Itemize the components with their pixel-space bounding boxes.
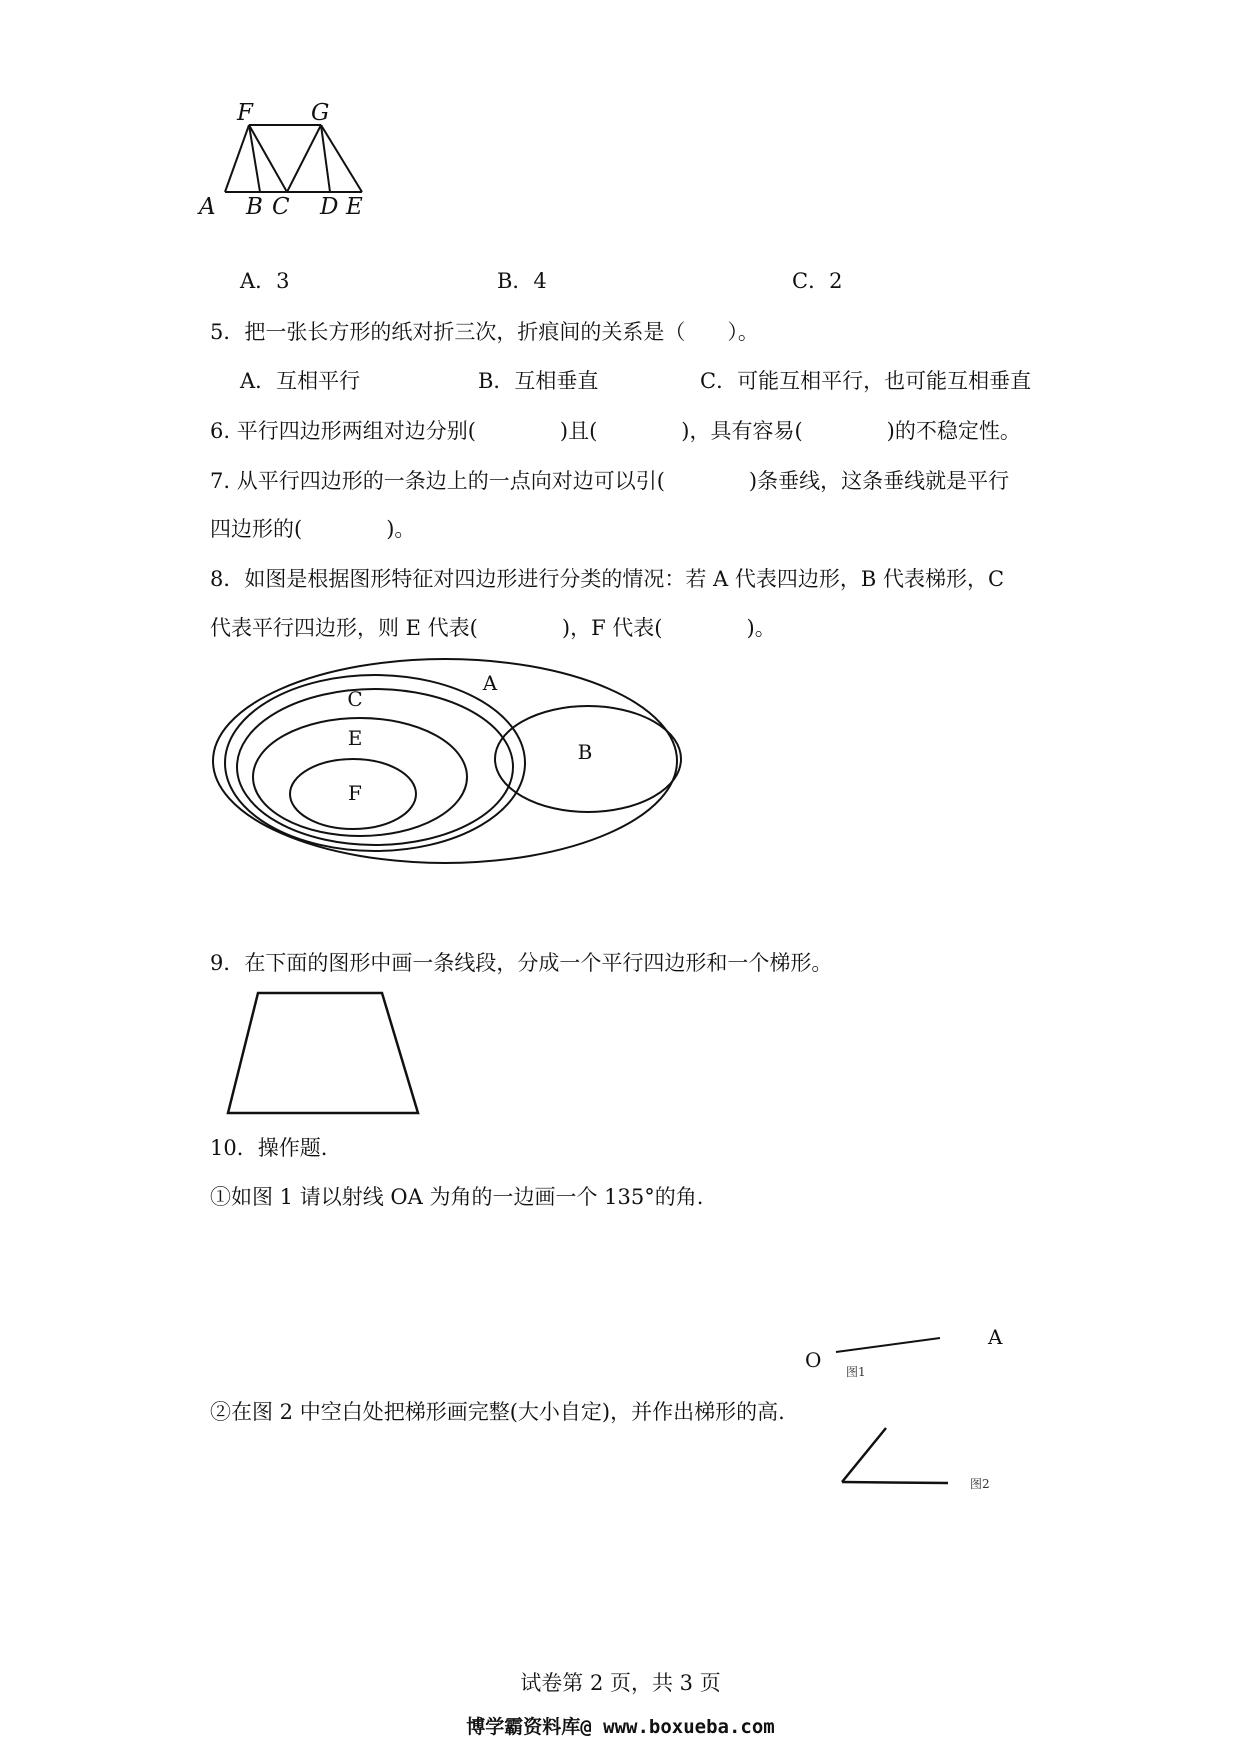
venn-label-c: C bbox=[347, 687, 363, 711]
q7-line2: 四边形的( )。 bbox=[210, 517, 416, 541]
q9-trapezoid bbox=[220, 990, 430, 1120]
q10-figure-1 bbox=[800, 1310, 1030, 1390]
q4-option-a: A．3 bbox=[240, 269, 290, 293]
q10-part1: ①如图 1 请以射线 OA 为角的一边画一个 135°的角. bbox=[210, 1185, 704, 1209]
q5-stem: 5．把一张长方形的纸对折三次，折痕间的关系是（ ）。 bbox=[210, 320, 759, 344]
q4-label-c: C bbox=[272, 194, 290, 220]
q5-option-b: B．互相垂直 bbox=[478, 369, 599, 393]
venn-ellipse-c bbox=[237, 689, 513, 845]
fig1-caption: 图1 bbox=[846, 1365, 866, 1379]
fig2-caption: 图2 bbox=[970, 1477, 990, 1491]
q4-line-cg bbox=[287, 125, 321, 192]
q4-label-g: G bbox=[311, 100, 330, 126]
q9-stem: 9．在下面的图形中画一条线段，分成一个平行四边形和一个梯形。 bbox=[210, 951, 833, 975]
fig1-label-a: A bbox=[988, 1325, 1003, 1349]
trapezoid-base bbox=[842, 1482, 948, 1483]
q4-line-gd bbox=[321, 125, 330, 192]
ray-oa bbox=[836, 1338, 940, 1352]
venn-ellipse-outer-c bbox=[225, 675, 525, 851]
q4-label-a: A bbox=[199, 194, 216, 220]
q8-line2: 代表平行四边形，则 E 代表( )，F 代表( )。 bbox=[210, 616, 776, 640]
watermark: 博学霸资料库@ www.boxueba.com bbox=[466, 1716, 775, 1738]
q7-line1: 7. 从平行四边形的一条边上的一点向对边可以引( )条垂线，这条垂线就是平行 bbox=[210, 469, 1010, 493]
q8-line1: 8．如图是根据图形特征对四边形进行分类的情况：若 A 代表四边形，B 代表梯形，C bbox=[210, 567, 1005, 591]
q10-part2: ②在图 2 中空白处把梯形画完整(大小自定)，并作出梯形的高. bbox=[210, 1400, 785, 1424]
page-footer: 试卷第 2 页，共 3 页 bbox=[520, 1671, 721, 1695]
q8-venn-diagram bbox=[210, 655, 690, 870]
q10-title: 10．操作题. bbox=[210, 1136, 328, 1160]
venn-label-b: B bbox=[577, 740, 593, 764]
q4-label-e: E bbox=[346, 194, 363, 220]
q4-line-ge bbox=[321, 125, 362, 192]
q4-option-b: B．4 bbox=[497, 269, 547, 293]
q10-figure-2 bbox=[830, 1410, 1010, 1490]
q5-option-a: A．互相平行 bbox=[240, 369, 361, 393]
q4-label-f: F bbox=[237, 100, 253, 126]
fig1-label-o: O bbox=[805, 1348, 822, 1372]
venn-label-f: F bbox=[348, 781, 362, 805]
venn-label-e: E bbox=[347, 726, 363, 750]
trapezoid-slant-side bbox=[842, 1428, 886, 1482]
venn-label-a: A bbox=[482, 671, 498, 695]
q4-line-af bbox=[225, 125, 249, 192]
q4-figure bbox=[190, 100, 430, 240]
q4-label-b: B bbox=[246, 194, 263, 220]
q4-label-d: D bbox=[320, 194, 339, 220]
q5-option-c: C．可能互相平行，也可能互相垂直 bbox=[700, 369, 1032, 393]
q6-stem: 6. 平行四边形两组对边分别( )且( )，具有容易( )的不稳定性。 bbox=[210, 419, 1021, 443]
q4-option-c: C．2 bbox=[792, 269, 843, 293]
